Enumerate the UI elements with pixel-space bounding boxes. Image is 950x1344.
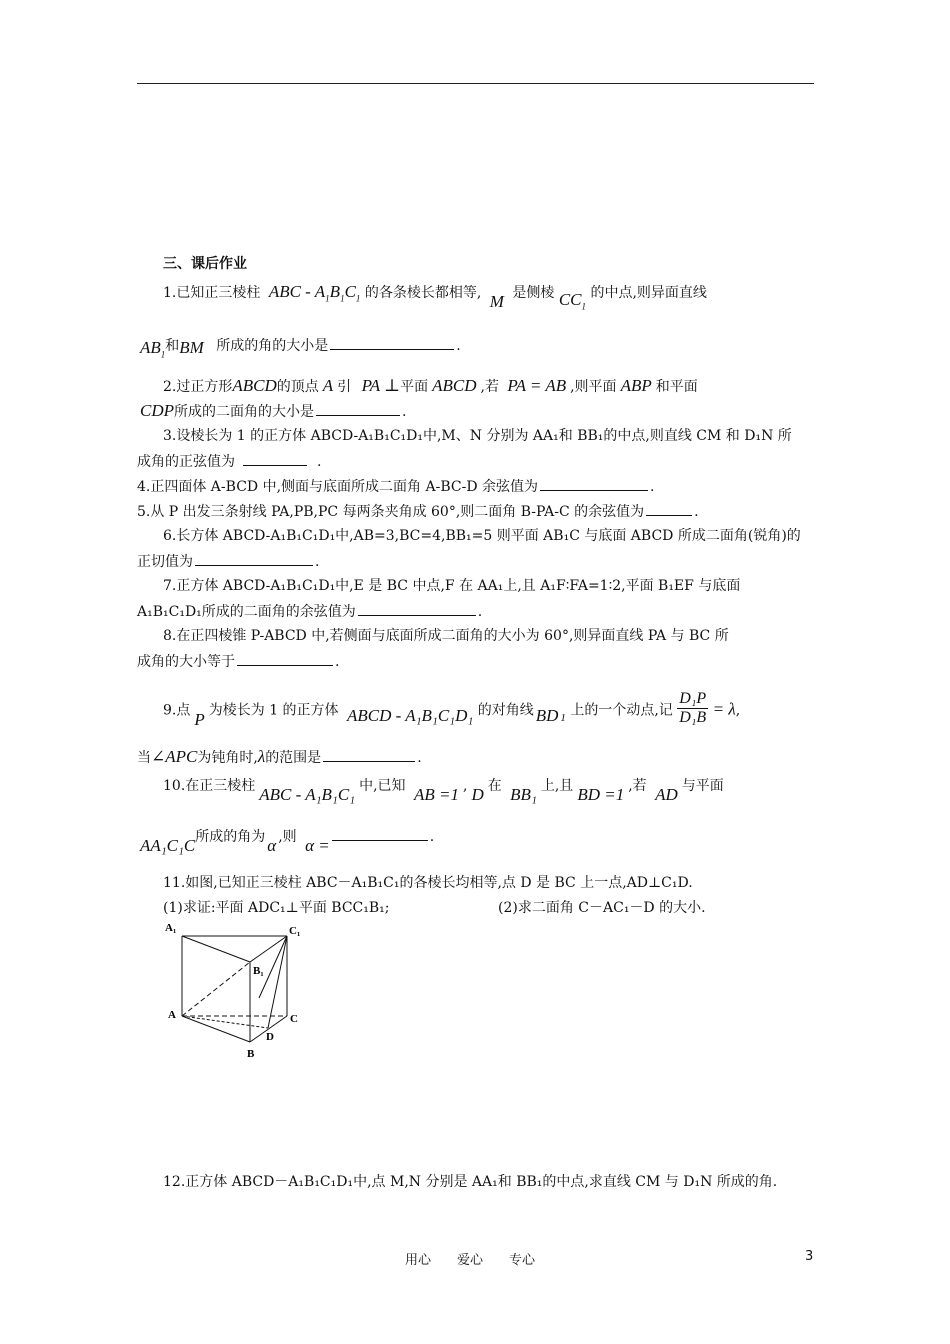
label-c1: C₁	[289, 925, 301, 937]
label-b1: B₁	[253, 965, 264, 977]
problem-11-line-2: (1)求证:平面 ADC₁⊥平面 BCC₁B₁; (2)求二面角 C－AC₁－D 的大小.	[163, 900, 706, 916]
answer-blank-2[interactable]	[316, 401, 400, 416]
answer-blank-3[interactable]	[243, 451, 307, 466]
problem-1-line-1: 1.已知正三棱柱 ABC - $A_1B_1C_1$ 的各条棱长都相等, M 是侧棱 $CC_1$ 的中点,则异面直线	[163, 282, 707, 312]
edge-a1b1	[182, 936, 250, 962]
answer-blank-1[interactable]	[330, 335, 454, 350]
edge-c1d	[268, 936, 287, 1028]
edge-ab	[182, 1016, 250, 1042]
answer-blank-8[interactable]	[237, 651, 333, 666]
edge-ab1	[182, 962, 250, 1016]
problem-2-line-1: 2.过正方形ABCD的顶点 A 引 PA ⊥平面 ABCD ,若 PA = AB ,则平面 ABP 和平面	[163, 376, 698, 395]
problem-10-line-1: 10.在正三棱柱 ABC - A₁B₁C₁ 中,已知 AB =1 , D 在 BB₁ 上,且 BD =1 ,若 AD 与平面	[163, 778, 724, 804]
footer-motto: 用心 爱心 专心	[405, 1253, 536, 1268]
problem-7-line-1: 7.正方体 ABCD-A₁B₁C₁D₁中,E 是 BC 中点,F 在 AA₁上,且 A₁F∶FA=1∶2,平面 B₁EF 与底面	[163, 578, 741, 594]
problem-2-line-2: CDP所成的二面角的大小是 .	[140, 401, 407, 420]
answer-blank-10[interactable]	[332, 826, 428, 841]
problem-4: 4.正四面体 A-BCD 中,侧面与底面所成二面角 A-BC-D 余弦值为 .	[137, 476, 654, 497]
problem-9-line-2: 当∠APC为钝角时,λ的范围是 .	[137, 747, 422, 766]
edge-ad	[182, 1016, 268, 1028]
header-rule	[137, 83, 814, 84]
answer-blank-4[interactable]	[540, 476, 648, 491]
answer-blank-6[interactable]	[195, 551, 313, 566]
problem-9-line-1: 9.点 P 为棱长为 1 的正方体 ABCD - A₁B₁C₁D₁ 的对角线 BD $_1$ 上的一个动点,记 $\frac{\text{D₁P}}{\text{D₁B}}$ = λ,	[163, 690, 741, 729]
problem-6-line-2: 正切值为 .	[137, 551, 319, 572]
problem-3-line-2: 成角的正弦值为 .	[137, 451, 321, 472]
problem-3-line-1: 3.设棱长为 1 的正方体 ABCD-A₁B₁C₁D₁中,M、N 分别为 AA₁和 BB₁的中点,则直线 CM 和 D₁N 所	[163, 428, 792, 444]
problem-1-line-2: $AB_1$和BM 所成的角的大小是 .	[140, 335, 461, 361]
label-a1: A₁	[165, 922, 177, 934]
problem-8-line-2: 成角的大小等于 .	[137, 651, 339, 672]
problem-7-line-2: A₁B₁C₁D₁所成的二面角的余弦值为 .	[137, 601, 482, 622]
page-number: 3	[805, 1249, 814, 1264]
problem-6-line-1: 6.长方体 ABCD-A₁B₁C₁D₁中,AB=3,BC=4,BB₁=5 则平面 AB₁C 与底面 ABCD 所成二面角(锐角)的	[163, 528, 801, 544]
problem-8-line-1: 8.在正四棱锥 P-ABCD 中,若侧面与底面所成二面角的大小为 60°,则异面直线 PA 与 BC 所	[163, 628, 729, 644]
problem-5: 5.从 P 出发三条射线 PA,PB,PC 每两条夹角成 60°,则二面角 B-PA-C 的余弦值为 .	[137, 501, 699, 522]
problem-11-line-1: 11.如图,已知正三棱柱 ABC－A₁B₁C₁的各棱长均相等,点 D 是 BC 上一点,AD⊥C₁D.	[163, 875, 693, 891]
fraction-d1p-over-d1b: $\frac{\text{D₁P}}{\text{D₁B}}$	[679, 690, 707, 726]
label-b: B	[247, 1048, 255, 1060]
section-title: 三、课后作业	[163, 256, 247, 272]
problem-10-line-2: AA₁C₁C所成的角为 α ,则 α = .	[140, 826, 434, 847]
answer-blank-7[interactable]	[358, 601, 476, 616]
label-a: A	[168, 1009, 176, 1021]
answer-blank-5[interactable]	[646, 501, 692, 516]
problem-12: 12.正方体 ABCD－A₁B₁C₁D₁中,点 M,N 分别是 AA₁和 BB₁的中点,求直线 CM 与 D₁N 所成的角.	[163, 1174, 778, 1190]
prism-figure	[160, 918, 320, 1068]
label-c: C	[290, 1013, 298, 1025]
answer-blank-9[interactable]	[323, 747, 415, 762]
label-d: D	[266, 1031, 274, 1043]
